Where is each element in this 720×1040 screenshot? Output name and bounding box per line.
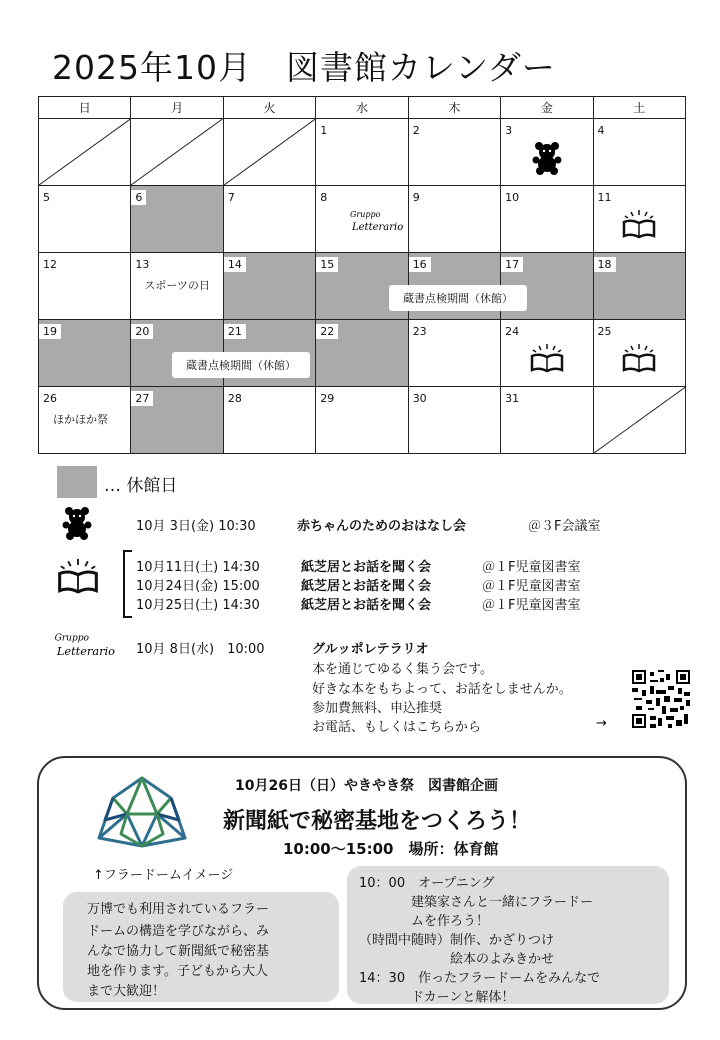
week-row-2 bbox=[39, 186, 686, 253]
day-cell bbox=[501, 119, 593, 186]
event-description: 好きな本をもちよって、お話をしませんか。 bbox=[312, 682, 572, 697]
day-number: 3 bbox=[501, 123, 516, 138]
description-line: 万博でも利用されているフラー bbox=[87, 902, 270, 917]
day-number: 12 bbox=[39, 257, 61, 272]
day-cell bbox=[408, 387, 500, 454]
day-number: 6 bbox=[131, 190, 146, 205]
open-book-icon bbox=[621, 208, 657, 240]
schedule-line: ムを作ろう！ bbox=[359, 914, 490, 929]
weekday-mon: 月 bbox=[131, 97, 223, 119]
day-number: 9 bbox=[409, 190, 424, 205]
closed-legend-label: … 休館日 bbox=[104, 476, 178, 496]
gruppo-letterario-logo bbox=[348, 206, 404, 236]
description-line: 地を作ります。子どもから大人 bbox=[87, 964, 268, 979]
day-cell bbox=[131, 253, 223, 320]
qr-code[interactable] bbox=[632, 670, 690, 728]
day-cell bbox=[316, 387, 408, 454]
svg-text:Gruppo: Gruppo bbox=[350, 210, 381, 219]
day-cell bbox=[408, 320, 500, 387]
day-number: 16 bbox=[409, 257, 431, 272]
day-number: 4 bbox=[594, 123, 609, 138]
festival-time-place: 10:00〜15:00 場所：体育館 bbox=[283, 840, 499, 858]
schedule-line: 絵本のよみきかせ bbox=[359, 952, 555, 967]
closed-legend-swatch bbox=[57, 466, 97, 498]
day-number: 26 bbox=[39, 391, 61, 406]
dome-caption: ↑フラードームイメージ bbox=[93, 868, 234, 883]
day-number: 11 bbox=[594, 190, 616, 205]
day-number: 5 bbox=[39, 190, 54, 205]
day-cell bbox=[408, 119, 500, 186]
day-cell bbox=[39, 186, 131, 253]
description-box bbox=[63, 892, 339, 1002]
bracket bbox=[123, 550, 132, 618]
day-cell bbox=[408, 186, 500, 253]
svg-text:Letterario: Letterario bbox=[352, 222, 404, 233]
day-cell-closed bbox=[316, 320, 408, 387]
event-description: 参加費無料、申込推奨 bbox=[312, 701, 443, 716]
teddy-bear-icon bbox=[532, 141, 562, 175]
day-number: 31 bbox=[501, 391, 523, 406]
day-number: 24 bbox=[501, 324, 523, 339]
schedule-line: ドカーンと解体！ bbox=[359, 990, 515, 1005]
calendar-grid bbox=[38, 96, 686, 454]
day-cell-closed bbox=[593, 253, 685, 320]
empty-cell bbox=[39, 119, 131, 186]
teddy-bear-icon bbox=[62, 504, 92, 542]
week-row-3 bbox=[39, 253, 686, 320]
day-number: 30 bbox=[409, 391, 431, 406]
event-date: 10月 3日(金) 10:30 bbox=[136, 519, 256, 534]
event-date: 10月11日(土) 14:30 bbox=[136, 560, 260, 575]
event-date: 10月 8日(水) 10:00 bbox=[136, 642, 265, 657]
description-line: んなで協力して新聞紙で秘密基 bbox=[87, 944, 270, 959]
schedule-box bbox=[347, 866, 669, 1004]
day-number: 18 bbox=[594, 257, 616, 272]
weekday-tue: 火 bbox=[223, 97, 315, 119]
arrow-icon: → bbox=[596, 716, 607, 731]
week-row-4 bbox=[39, 320, 686, 387]
day-number: 10 bbox=[501, 190, 523, 205]
schedule-line: （時間中随時）制作、かざりつけ bbox=[359, 933, 555, 948]
page-title: 2025年10月 図書館カレンダー bbox=[52, 48, 556, 87]
day-number: 22 bbox=[316, 324, 338, 339]
weekday-fri: 金 bbox=[501, 97, 593, 119]
day-cell bbox=[316, 119, 408, 186]
description-line: まで大歓迎！ bbox=[87, 984, 166, 999]
schedule-line: 10：00 オープニング bbox=[359, 876, 495, 891]
day-number: 14 bbox=[224, 257, 246, 272]
day-cell bbox=[501, 387, 593, 454]
empty-cell bbox=[131, 119, 223, 186]
festival-panel bbox=[37, 756, 687, 1010]
event-place: ＠３F会議室 bbox=[528, 519, 601, 534]
weekday-header-row bbox=[39, 97, 686, 119]
day-number: 17 bbox=[501, 257, 523, 272]
event-date: 10月24日(金) 15:00 bbox=[136, 579, 260, 594]
event-title: グルッポレテラリオ bbox=[312, 642, 429, 657]
day-number: 15 bbox=[316, 257, 338, 272]
day-cell bbox=[593, 186, 685, 253]
event-place: ＠１F児童図書室 bbox=[482, 579, 581, 594]
day-number: 8 bbox=[316, 190, 331, 205]
day-number: 20 bbox=[131, 324, 153, 339]
day-cell-closed bbox=[131, 186, 223, 253]
day-cell-closed bbox=[39, 320, 131, 387]
day-cell bbox=[501, 186, 593, 253]
weekday-sat: 土 bbox=[593, 97, 685, 119]
event-title: 紙芝居とお話を聞く会 bbox=[301, 560, 432, 575]
day-number: 2 bbox=[409, 123, 424, 138]
open-book-icon bbox=[56, 556, 100, 596]
event-title: 紙芝居とお話を聞く会 bbox=[301, 598, 432, 613]
inventory-banner: 蔵書点検期間（休館） bbox=[389, 285, 527, 311]
weekday-sun: 日 bbox=[39, 97, 131, 119]
week-row-5 bbox=[39, 387, 686, 454]
day-cell bbox=[593, 119, 685, 186]
festival-title: 新聞紙で秘密基地をつくろう！ bbox=[223, 809, 532, 834]
holiday-label: スポーツの日 bbox=[144, 279, 210, 292]
festival-label: ほかほか祭 bbox=[53, 413, 108, 426]
day-number: 19 bbox=[39, 324, 61, 339]
event-description: 本を通じてゆるく集う会です。 bbox=[312, 662, 493, 677]
day-number: 13 bbox=[131, 257, 153, 272]
event-title: 紙芝居とお話を聞く会 bbox=[301, 579, 432, 594]
week-row-1 bbox=[39, 119, 686, 186]
event-place: ＠１F児童図書室 bbox=[482, 598, 581, 613]
day-cell bbox=[501, 320, 593, 387]
weekday-thu: 木 bbox=[408, 97, 500, 119]
day-number: 7 bbox=[224, 190, 239, 205]
event-place: ＠１F児童図書室 bbox=[482, 560, 581, 575]
event-description: お電話、もしくはこちらから bbox=[312, 720, 482, 735]
day-cell bbox=[223, 186, 315, 253]
day-number: 25 bbox=[594, 324, 616, 339]
day-cell-closed bbox=[223, 253, 315, 320]
day-number: 27 bbox=[131, 391, 153, 406]
inventory-banner: 蔵書点検期間（休館） bbox=[172, 352, 310, 378]
day-number: 23 bbox=[409, 324, 431, 339]
open-book-icon bbox=[529, 342, 565, 374]
day-cell bbox=[39, 387, 131, 454]
empty-cell bbox=[593, 387, 685, 454]
festival-header: 10月26日（日）やきやき祭 図書館企画 bbox=[235, 778, 498, 794]
fuller-dome-image bbox=[93, 768, 191, 850]
day-cell-closed bbox=[131, 387, 223, 454]
day-cell bbox=[39, 253, 131, 320]
day-number: 29 bbox=[316, 391, 338, 406]
schedule-line: 14：30 作ったフラードームをみんなで bbox=[359, 971, 601, 986]
day-cell bbox=[316, 186, 408, 253]
event-title: 赤ちゃんのためのおはなし会 bbox=[297, 519, 467, 534]
day-number: 1 bbox=[316, 123, 331, 138]
gruppo-letterario-logo bbox=[52, 628, 115, 662]
weekday-wed: 水 bbox=[316, 97, 408, 119]
day-cell bbox=[593, 320, 685, 387]
open-book-icon bbox=[621, 342, 657, 374]
svg-text:Letterario: Letterario bbox=[56, 644, 115, 659]
day-number: 21 bbox=[224, 324, 246, 339]
svg-text:Gruppo: Gruppo bbox=[54, 633, 90, 644]
empty-cell bbox=[223, 119, 315, 186]
schedule-line: 建築家さんと一緒にフラードー bbox=[359, 895, 594, 910]
day-number: 28 bbox=[224, 391, 246, 406]
event-date: 10月25日(土) 14:30 bbox=[136, 598, 260, 613]
description-line: ドームの構造を学びながら、み bbox=[87, 924, 270, 939]
day-cell bbox=[223, 387, 315, 454]
